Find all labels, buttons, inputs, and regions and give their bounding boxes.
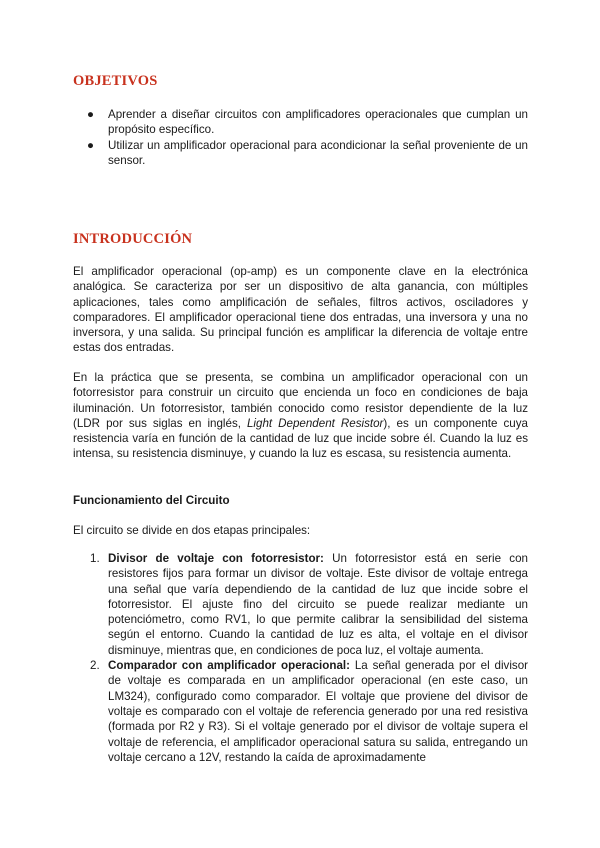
step-text: La señal generada por el divisor de voltaje es comparada en un amplificador operacional (en este caso, un LM324), configurado como comparador. El voltaje que proviene del divisor de voltaje es comparado con el voltaje de referencia generado por una red resistiva (formada por R2 y R3). Si el voltaje generado por el divisor de voltaje supera el voltaje de referencia, el amplificador operacional satura su salida, entregando un voltaje cercano a 12V, restando la caída de aproximadamente	[108, 659, 529, 764]
paragraph-italic-text: Light Dependent Resistor	[246, 416, 384, 430]
step-text: Un fotorresistor está en serie con resistores fijos para formar un divisor de voltaje. Este divisor de voltaje entrega una señal que varía dependiendo de la cantidad de luz que incide sobre el fotorresistor. El ajuste fino del circuito se puede realizar mediante un potenciómetro, como RV1, lo que permite calibrar la sensibilidad del sistema según el entorno. Cuando la cantidad de luz es alta, el voltaje en el divisor disminuye, mientras que, en condiciones de poca luz, el voltaje aumenta.	[108, 552, 528, 657]
step-number: 1.	[90, 552, 100, 565]
bullet-icon: ●	[87, 108, 95, 121]
step-title: Divisor de voltaje con fotorresistor:	[108, 552, 324, 565]
objetivo-text: Aprender a diseñar circuitos con amplificadores operacionales que cumplan un propósito específico.	[108, 108, 528, 137]
step-number: 2.	[90, 659, 100, 673]
introduccion-heading: INTRODUCCIÓN	[73, 231, 193, 247]
list-item	[73, 138, 528, 169]
list-item	[73, 107, 528, 138]
objetivos-list	[73, 107, 528, 168]
list-item	[73, 658, 528, 765]
paragraph-text: En la práctica que se presenta, se combina un amplificador operacional con un fotorresistor para construir un circuito que encienda un foco en condiciones de baja iluminación. Un fotorresistor, también conocido como resistor dependiente de la luz (LDR por sus siglas en inglés,	[73, 371, 528, 430]
funcionamiento-heading: Funcionamiento del Circuito	[73, 494, 230, 507]
objetivos-heading: OBJETIVOS	[73, 73, 158, 89]
intro-paragraph-2	[73, 370, 528, 462]
paragraph-text: ), es un componente cuya resistencia varía en función de la cantidad de luz que incide sobre él. Cuando la luz es intensa, su resistencia disminuye, y cuando la luz es escasa, su resistencia aumenta.	[73, 416, 528, 461]
funcionamiento-intro: El circuito se divide en dos etapas principales:	[73, 524, 311, 537]
steps-list	[73, 551, 528, 765]
intro-paragraph-1: El amplificador operacional (op-amp) es un componente clave en la electrónica analógica. Se caracteriza por ser un dispositivo de alta ganancia, con múltiples aplicaciones, tales como amplificación de señales, filtros activos, osciladores y comparadores. El amplificador operacional tiene dos entradas, una inversora y una no inversora, y una salida. Su principal función es amplificar la diferencia de voltaje entre estas dos entradas.	[73, 265, 528, 355]
step-title: Comparador con amplificador operacional:	[108, 659, 350, 673]
list-item	[73, 551, 528, 658]
objetivo-text: Utilizar un amplificador operacional para acondicionar la señal proveniente de un sensor.	[108, 138, 528, 167]
bullet-icon: ●	[87, 138, 95, 152]
